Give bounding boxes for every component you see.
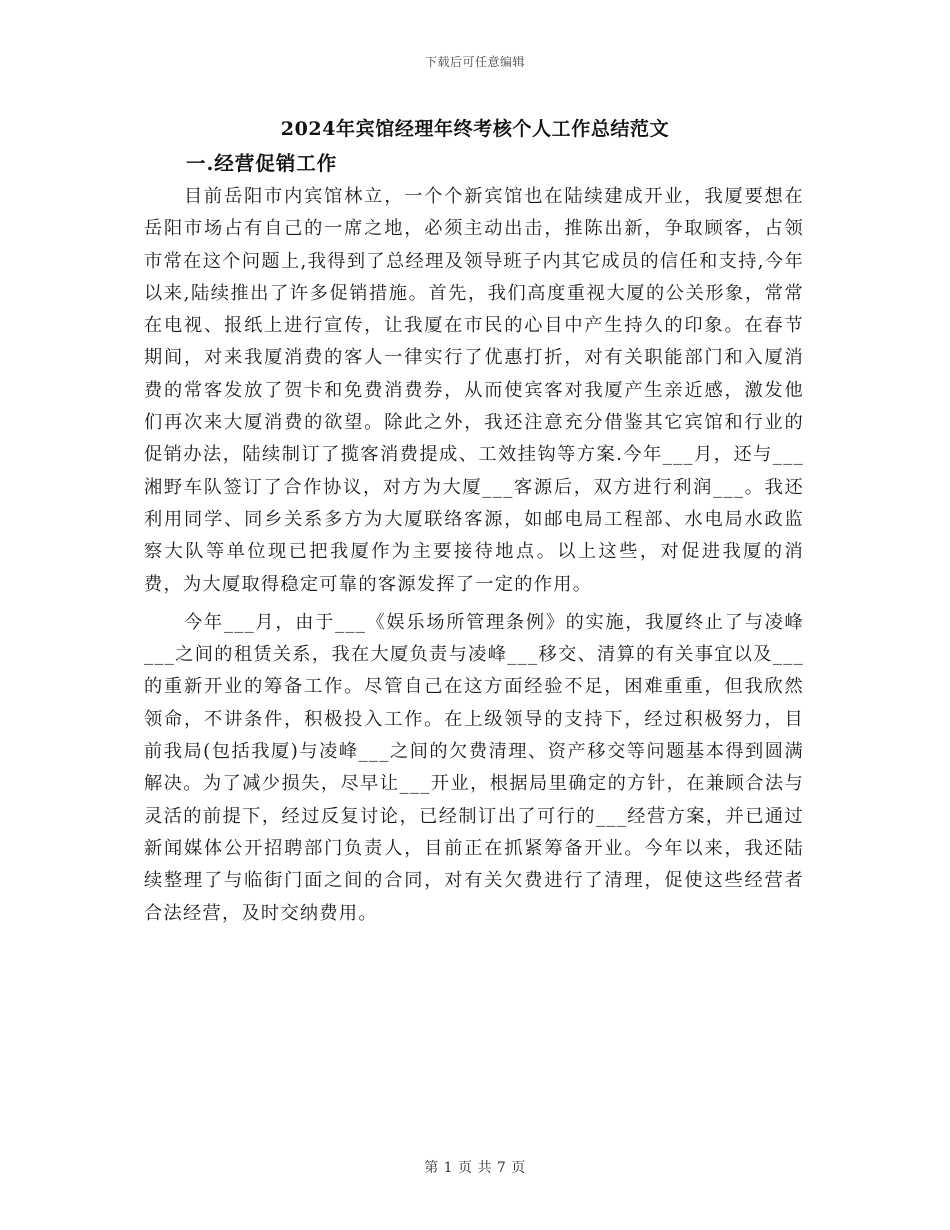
section-heading: 一.经营促销工作 bbox=[186, 152, 338, 175]
paragraph: 今年___月，由于___《娱乐场所管理条例》的实施，我厦终止了与凌峰___之间的租赁关系，我在大厦负责与凌峰___移交、清算的有关事宜以及___的重新开业的筹备工作。尽管自己在这方面经验不足，困难重重，但我欣然领命，不讲条件，积极投入工作。在上级领导的支持下，经过积极努力，目前我局(包括我厦)与凌峰___之间的欠费清理、资产移交等问题基本得到圆满解决。为了减少损失，尽早让___开业，根据局里确定的方针，在兼顾合法与灵活的前提下，经过反复讨论，已经制订出了可行的___经营方案，并已通过新闻媒体公开招聘部门负责人，目前正在抓紧筹备开业。今年以来，我还陆续整理了与临街门面之间的合同，对有关欠费进行了清理，促使这些经营者合法经营，及时交纳费用。 bbox=[144, 611, 804, 924]
paragraph: 目前岳阳市内宾馆林立，一个个新宾馆也在陆续建成开业，我厦要想在岳阳市场占有自己的一席之地，必须主动出击，推陈出新，争取顾客，占领市常在这个问题上,我得到了总经理及领导班子内其它成员的信任和支持,今年以来,陆续推出了许多促销措施。首先，我们高度重视大厦的公关形象，常常在电视、报纸上进行宣传，让我厦在市民的心目中产生持久的印象。在春节期间，对来我厦消费的客人一律实行了优惠打折，对有关职能部门和入厦消费的常客发放了贺卡和免费消费券，从而使宾客对我厦产生亲近感，激发他们再次来大厦消费的欲望。除此之外，我还注意充分借鉴其它宾馆和行业的促销办法，陆续制订了揽客消费提成、工效挂钩等方案.今年___月，还与___湘野车队签订了合作协议，对方为大厦___客源后，双方进行利润___。我还利用同学、同乡关系多方为大厦联络客源，如邮电局工程部、水电局水政监察大队等单位现已把我厦作为主要接待地点。以上这些，对促进我厦的消费，为大厦取得稳定可靠的客源发挥了一定的作用。 bbox=[144, 186, 804, 595]
document-title: 2024年宾馆经理年终考核个人工作总结范文 bbox=[280, 118, 670, 140]
page-header: 下载后可任意编辑 bbox=[424, 55, 525, 69]
document-body bbox=[144, 181, 804, 936]
page-number: 第 1 页 共 7 页 bbox=[424, 1160, 526, 1176]
